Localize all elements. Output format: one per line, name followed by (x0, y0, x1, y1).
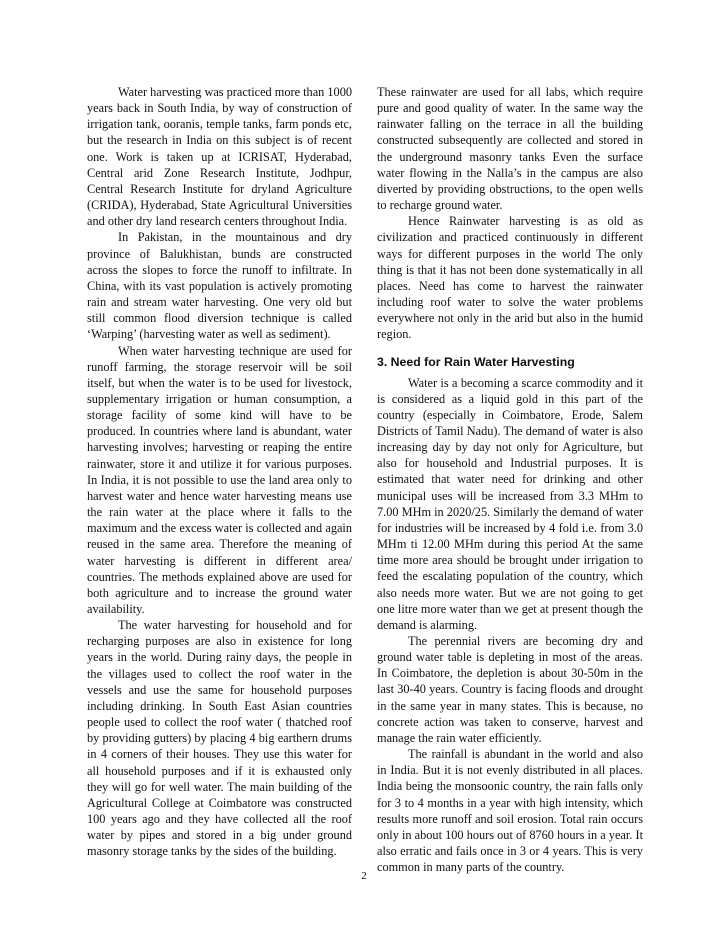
paragraph-scarce-commodity: Water is a becoming a scarce commodity and it is considered as a liquid gold in this part of the country (especially in Coimbatore, Erode, Salem Districts of Tamil Nadu). The demand of water is also increasing day by day not only for Agriculture, but also for household and Industrial purposes. It is estimated that water need for drinking and other municipal uses will be increased from 3.3 MHm to 7.00 MHm in 2020/25. Similarly the demand of water for industries will be increased by 4 fold i.e. from 3.0 MHm ti 12.00 MHm during this period At the same time more area should be brought under irrigation to feed the escalating population of the country, which also needs more water. But we are not going to get one litre more water than we get at present though the demand is alarming. (377, 375, 643, 632)
page-number: 2 (361, 870, 367, 882)
paragraph-runoff-farming: When water harvesting technique are used for runoff farming, the storage reservoir will be soil itself, but when the water is to be used for livestock, supplementary irrigation or human consumption, a storage facility of some kind will have to be produced. In countries where land is abundant, water harvesting involves; harvesting or reaping the entire rainwater, store it and utilize it for various purposes. In India, it is not possible to use the land area only to harvest water and hence water harvesting means use the rain water at the place where it falls to the maximum and the excess water is collected and again reused in the same area. Therefore the meaning of water harvesting is different in different area/ countries. The methods explained above are used for both agriculture and to increase the ground water availability. (87, 343, 352, 616)
paragraph-pakistan-china: In Pakistan, in the mountainous and dry province of Balukhistan, bunds are constructed across the slopes to force the runoff to infiltrate. In China, with its vast population is actively promoting rain and stream water harvesting. One very old but still common flood diversion technique is called ‘Warping’ (harvesting water as well as sediment). (87, 230, 352, 342)
paragraph-rainfall-distribution: The rainfall is abundant in the world and also in India. But it is not evenly distributed in all places. India being the monsoonic country, the rain falls only for 3 to 4 months in a year with high intensity, which results more runoff and soil erosion. Total rain occurs only in about 100 hours out of 8760 hours in a year. It also erratic and fails once in 3 or 4 years. This is very common in many parts of the country. (377, 747, 643, 875)
paragraph-old-as-civilization: Hence Rainwater harvesting is as old as civilization and practiced continuously in different ways for different purposes in the world The only thing is that it has not been done systematically in all places. Need has come to harvest the rainwater including roof water to solve the water problems everywhere not only in the arid but also in the humid region. (377, 214, 643, 342)
paragraph-perennial-rivers: The perennial rivers are becoming dry and ground water table is depleting in most of the areas. In Coimbatore, the depletion is about 30-50m in the last 30-40 years. Country is facing floods and drought in the same year in many states. This is because, no concrete action was taken to conserve, harvest and manage the rain water efficiently. (377, 634, 643, 745)
paragraph-household-harvesting: The water harvesting for household and for recharging purposes are also in existence for long years in the world. During rainy days, the people in the villages used to collect the roof water in the vessels and use the same for household purposes including drinking. In South East Asian countries people used to collect the roof water ( thatched roof by providing gutters) by placing 4 big earthern drums in 4 corners of their houses. They use this water for all household purposes and if it is exhausted only they will go for well water. The main building of the Agricultural College at Coimbatore was constructed 100 years ago and they have collected all the roof water by pipes and stored in a big under ground masonry storage tanks by the sides of the building. (87, 618, 352, 859)
paragraph-lab-rainwater: These rainwater are used for all labs, which require pure and good quality of water. In the same way the rainwater falling on the terrace in all the building constructed subsequently are collected and stored in the underground masonry tanks Even the surface water flowing in the Nalla’s in the campus are also diverted by providing obstructions, to the open wells to recharge ground water. (377, 85, 643, 213)
section-heading: 3. Need for Rain Water Harvesting (377, 354, 575, 369)
left-column (87, 84, 352, 860)
right-column (377, 84, 643, 875)
paragraph-history-india: Water harvesting was practiced more than 1000 years back in South India, by way of construction of irrigation tank, ooranis, temple tanks, farm ponds etc, but the research in India on this subject is of recent one. Work is taken up at ICRISAT, Hyderabad, Central arid Zone Research Institute, Jodhpur, Central Research Institute for dryland Agriculture (CRIDA), Hyderabad, State Agricultural Universities and other dry land research centers throughout India. (87, 85, 352, 229)
